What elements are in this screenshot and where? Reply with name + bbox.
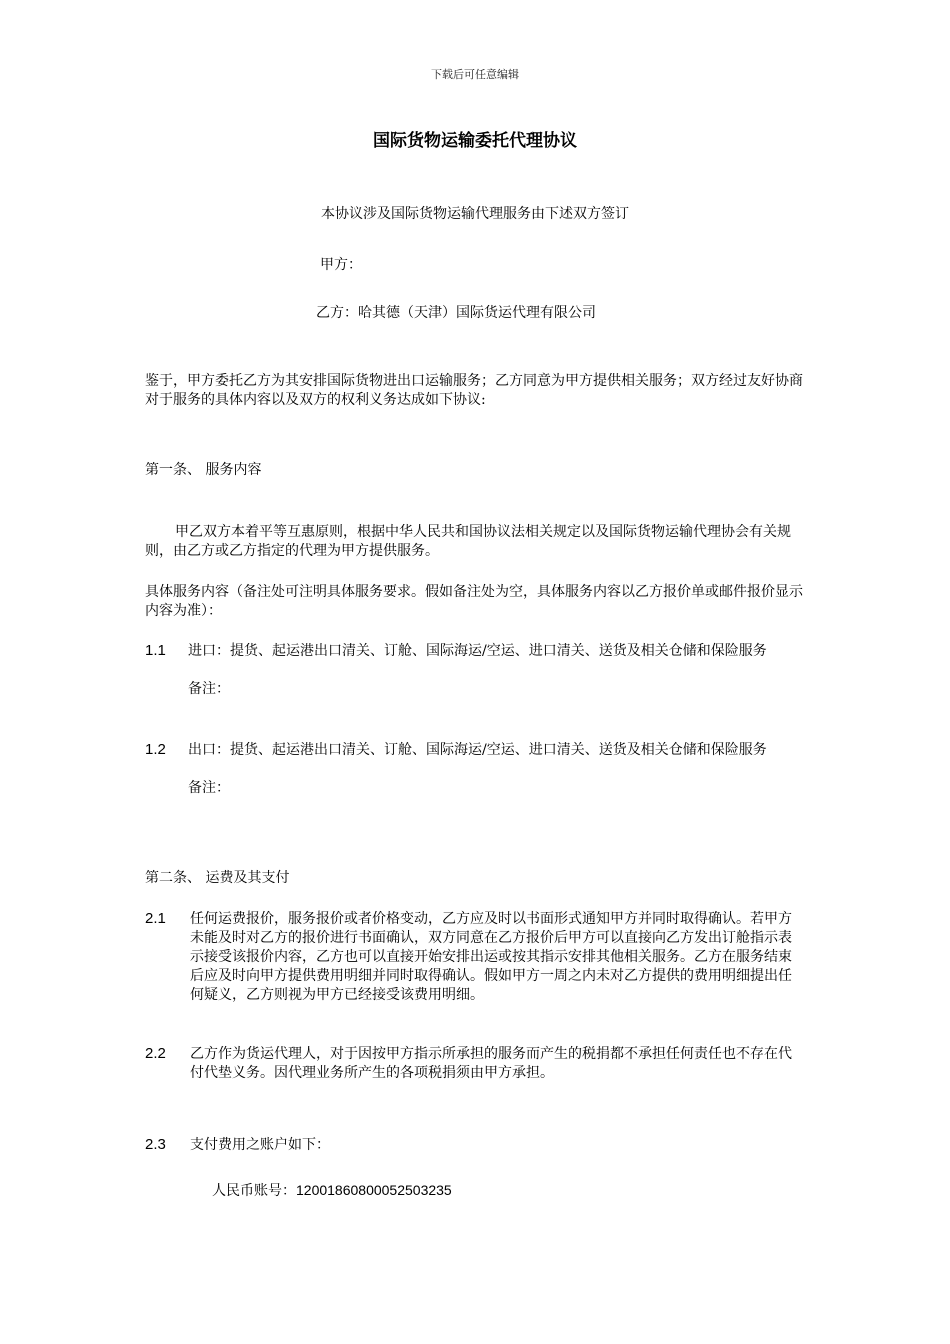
document-title: 国际货物运输委托代理协议 [373,131,577,151]
item-number: 1.2 [145,741,166,758]
item-number: 2.2 [145,1045,166,1062]
party-a: 甲方： [320,257,362,273]
intro-line: 本协议涉及国际货物运输代理服务由下述双方签订 [321,206,629,222]
item-number: 2.1 [145,910,166,927]
account-number: 12001860800052503235 [296,1182,452,1198]
item-text: 支付费用之账户如下： [190,1137,330,1153]
item-text: 出口：提货、起运港出口清关、订舱、国际海运/空运、进口清关、送货及相关仓储和保险服务 [188,742,767,758]
preamble: 鉴于，甲方委托乙方为其安排国际货物进出口运输服务；乙方同意为甲方提供相关服务；双方经过友好协商对于服务的具体内容以及双方的权利义务达成如下协议: [145,373,803,408]
item-number: 1.1 [145,642,166,659]
article1-para1: 甲乙双方本着平等互惠原则，根据中华人民共和国协议法相关规定以及国际货物运输代理协会有关规则，由乙方或乙方指定的代理为甲方提供服务。 [145,524,791,559]
article1-heading: 第一条、 服务内容 [145,462,262,478]
item-note: 备注： [188,780,230,796]
account-label: 人民币账号： [212,1183,296,1199]
item-text: 任何运费报价，服务报价或者价格变动，乙方应及时以书面形式通知甲方并同时取得确认。若甲方未能及时对乙方的报价进行书面确认，双方同意在乙方报价后甲方可以直接向乙方发出订舱指示表示接受该报价内容，乙方也可以直接开始安排出运或按其指示安排其他相关服务。乙方在服务结束后应及时向甲方提供费用明细并同时取得确认。假如甲方一周之内未对乙方提供的费用明细提出任何疑义，乙方则视为甲方已经接受该费用明细。 [190,911,792,1003]
account-line [212,1180,452,1200]
header-note: 下载后可任意编辑 [431,68,519,81]
item-text: 乙方作为货运代理人，对于因按甲方指示所承担的服务而产生的税捐都不承担任何责任也不存在代付代垫义务。因代理业务所产生的各项税捐须由甲方承担。 [190,1046,792,1081]
item-number: 2.3 [145,1136,166,1153]
article2-heading: 第二条、 运费及其支付 [145,870,290,886]
party-b: 乙方：哈其德（天津）国际货运代理有限公司 [316,305,596,321]
item-note: 备注： [188,681,230,697]
article1-para2: 具体服务内容（备注处可注明具体服务要求。假如备注处为空，具体服务内容以乙方报价单或邮件报价显示内容为准）： [145,584,803,619]
item-text: 进口：提货、起运港出口清关、订舱、国际海运/空运、进口清关、送货及相关仓储和保险服务 [188,643,767,659]
